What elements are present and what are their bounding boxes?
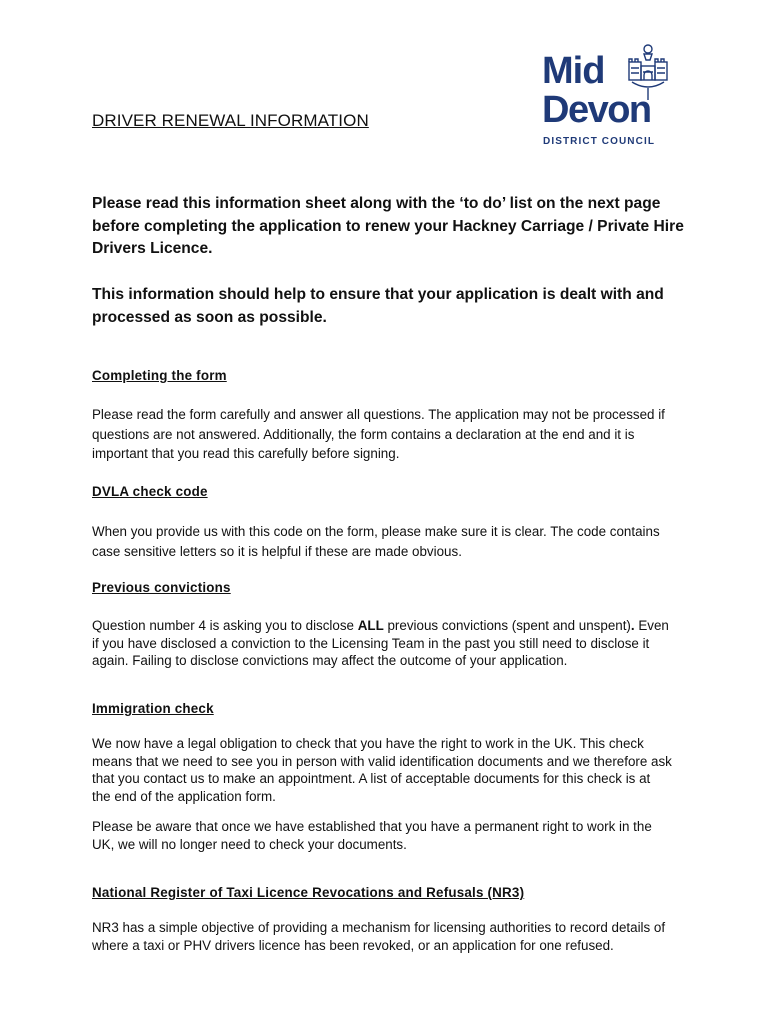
heading-completing-the-form: Completing the form (92, 368, 227, 383)
logo-text-district: DISTRICT COUNCIL (543, 136, 656, 147)
logo-text-devon: Devon (542, 89, 651, 131)
paragraph-immigration-check-2: Please be aware that once we have established that you have a permanent right to work in the UK, we will no longer need to check your documents. (92, 819, 652, 852)
intro-paragraph-2: This information should help to ensure that your application is dealt with and processed as soon as possible. (92, 286, 664, 326)
convictions-emphasis-all: ALL (357, 618, 384, 633)
heading-immigration-check: Immigration check (92, 701, 214, 716)
convictions-emphasis-period: . (630, 618, 635, 633)
heading-previous-convictions: Previous convictions (92, 580, 231, 595)
paragraph-nr3: NR3 has a simple objective of providing a mechanism for licensing authorities to record details of where a taxi or PHV drivers licence has been revoked, or an application for one refused. (92, 920, 666, 953)
paragraph-previous-convictions (92, 617, 672, 670)
convictions-text-2: previous convictions (spent and unspent) (383, 618, 631, 633)
logo-text-mid: Mid (542, 50, 605, 92)
heading-nr3: National Register of Taxi Licence Revocations and Refusals (NR3) (92, 885, 525, 900)
council-crest-icon (620, 42, 676, 102)
mid-devon-logo (540, 42, 680, 152)
convictions-text-1: Question number 4 is asking you to disclose (92, 618, 358, 633)
intro-paragraph-1: Please read this information sheet along with the ‘to do’ list on the next page before completing the application to renew your Hackney Carriage / Private Hire Drivers Licence. (92, 195, 684, 257)
paragraph-dvla-check-code: When you provide us with this code on the form, please make sure it is clear. The code contains case sensitive letters so it is helpful if these are made obvious. (92, 524, 660, 559)
document-title: DRIVER RENEWAL INFORMATION (92, 111, 369, 130)
paragraph-completing-the-form: Please read the form carefully and answer all questions. The application may not be processed if questions are not answered. Additionally, the form contains a declaration at the end and it is important that you read this carefully before signing. (92, 407, 665, 461)
heading-dvla-check-code: DVLA check code (92, 484, 208, 499)
paragraph-immigration-check-1: We now have a legal obligation to check that you have the right to work in the UK. This check means that we need to see you in person with valid identification documents and we therefore ask that you contact us to make an appointment. A list of acceptable documents for this check is at the end of the application form. (92, 736, 672, 804)
convictions-text-3: Even if you have disclosed a conviction to the Licensing Team in the past you still need to disclose it again. Failing to disclose convictions may affect the outcome of your application. (92, 618, 669, 668)
